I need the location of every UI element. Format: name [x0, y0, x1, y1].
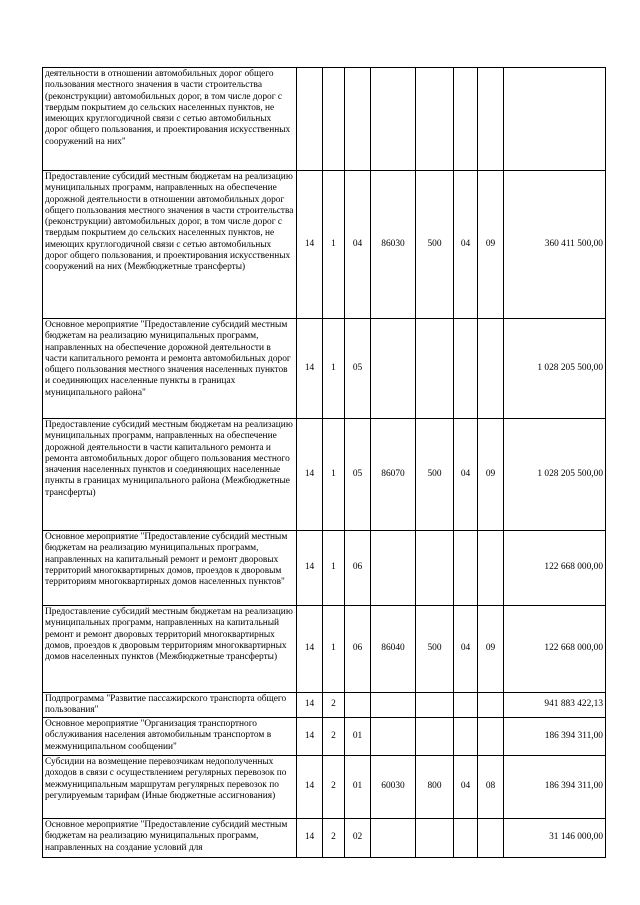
cell-sum: 360 411 500,00: [504, 171, 606, 319]
row-name: Основное мероприятие "Предоставление субсидий местным бюджетам на реализацию муниципальных программ, направленных на создание условий для: [43, 819, 297, 858]
cell-sum: 1 028 205 500,00: [504, 319, 606, 419]
cell-direction: 60030: [371, 756, 416, 819]
cell-program: 14: [297, 819, 323, 858]
cell-subprogram: 1: [323, 419, 345, 531]
cell-event: 01: [345, 718, 371, 756]
cell-event: 06: [345, 531, 371, 606]
cell-subsection: [478, 68, 504, 171]
cell-sum: 31 146 000,00: [504, 819, 606, 858]
table-row: [43, 319, 606, 419]
cell-event: [345, 68, 371, 171]
cell-sum: 1 028 205 500,00: [504, 419, 606, 531]
cell-expense-type: 500: [416, 171, 454, 319]
cell-subprogram: 1: [323, 531, 345, 606]
table-row: [43, 819, 606, 858]
cell-event: 02: [345, 819, 371, 858]
cell-direction: [371, 693, 416, 718]
cell-program: 14: [297, 693, 323, 718]
cell-section: 04: [454, 419, 478, 531]
cell-event: 01: [345, 756, 371, 819]
cell-program: 14: [297, 531, 323, 606]
cell-program: 14: [297, 718, 323, 756]
cell-subprogram: [323, 68, 345, 171]
cell-section: [454, 319, 478, 419]
cell-subprogram: 2: [323, 718, 345, 756]
cell-sum: 941 883 422,13: [504, 693, 606, 718]
cell-direction: 86030: [371, 171, 416, 319]
cell-subsection: [478, 319, 504, 419]
cell-sum: [504, 68, 606, 171]
cell-subprogram: 1: [323, 171, 345, 319]
cell-subsection: [478, 819, 504, 858]
cell-expense-type: [416, 819, 454, 858]
row-name: деятельности в отношении автомобильных дорог общего пользования местного значения в части строительства (реконструкции) автомобильных дорог, в том числе дорог с твердым покрытием до сельских населенных пунктов, не имеющих круглогодичной связи с сетью автомобильных дорог общего пользования, и проектирования искусственных сооружений на них": [43, 68, 297, 171]
cell-program: 14: [297, 419, 323, 531]
row-name: Основное мероприятие "Организация транспортного обслуживания населения автомобильным транспортом в межмуниципальном сообщении": [43, 718, 297, 756]
row-name: Предоставление субсидий местным бюджетам на реализацию муниципальных программ, направленных на капитальный ремонт и ремонт дворовых территорий многоквартирных домов, проездов к дворовым территориям многоквартирных домов населенных пунктов (Межбюджетные трансферты): [43, 606, 297, 693]
cell-program: [297, 68, 323, 171]
cell-subsection: [478, 718, 504, 756]
cell-program: 14: [297, 756, 323, 819]
cell-event: 05: [345, 419, 371, 531]
cell-section: [454, 718, 478, 756]
cell-subsection: 09: [478, 606, 504, 693]
cell-event: 06: [345, 606, 371, 693]
row-name: Предоставление субсидий местным бюджетам на реализацию муниципальных программ, направленных на обеспечение дорожной деятельности в отношении автомобильных дорог общего пользования местного значения в части строительства (реконструкции) автомобильных дорог, в том числе дорог с твердым покрытием до сельских населенных пунктов, не имеющих круглогодичной связи с сетью автомобильных дорог общего пользования, и проектирования искусственных сооружений на них (Межбюджетные трансферты): [43, 171, 297, 319]
table-row: [43, 68, 606, 171]
cell-subprogram: 2: [323, 693, 345, 718]
cell-subprogram: 1: [323, 319, 345, 419]
cell-sum: 186 394 311,00: [504, 718, 606, 756]
cell-subsection: 08: [478, 756, 504, 819]
cell-expense-type: [416, 718, 454, 756]
table-row: [43, 756, 606, 819]
cell-direction: [371, 819, 416, 858]
table-row: [43, 606, 606, 693]
cell-section: [454, 531, 478, 606]
cell-event: 05: [345, 319, 371, 419]
cell-expense-type: 800: [416, 756, 454, 819]
cell-program: 14: [297, 606, 323, 693]
cell-event: 04: [345, 171, 371, 319]
cell-sum: 186 394 311,00: [504, 756, 606, 819]
cell-subsection: [478, 693, 504, 718]
cell-program: 14: [297, 171, 323, 319]
cell-subsection: [478, 531, 504, 606]
table-row: [43, 718, 606, 756]
row-name: Основное мероприятие "Предоставление субсидий местным бюджетам на реализацию муниципальных программ, направленных на капитальный ремонт и ремонт дворовых территорий многоквартирных домов, проездов к дворовым территориям многоквартирных домов населенных пунктов": [43, 531, 297, 606]
cell-section: [454, 68, 478, 171]
cell-expense-type: [416, 693, 454, 718]
cell-section: 04: [454, 756, 478, 819]
cell-subsection: 09: [478, 419, 504, 531]
cell-direction: [371, 718, 416, 756]
table-row: [43, 531, 606, 606]
table-row: [43, 171, 606, 319]
row-name: Подпрограмма "Развитие пассажирского транспорта общего пользования": [43, 693, 297, 718]
cell-section: [454, 693, 478, 718]
cell-expense-type: [416, 68, 454, 171]
cell-subsection: 09: [478, 171, 504, 319]
table-row: [43, 693, 606, 718]
table-row: [43, 419, 606, 531]
cell-expense-type: 500: [416, 606, 454, 693]
cell-subprogram: 2: [323, 756, 345, 819]
row-name: Основное мероприятие "Предоставление субсидий местным бюджетам на реализацию муниципальных программ, направленных на обеспечение дорожной деятельности в части капитального ремонта и ремонта автомобильных дорог общего пользования местного значения населенных пунктов и соединяющих населенные пункты в границах муниципального района": [43, 319, 297, 419]
row-name: Предоставление субсидий местным бюджетам на реализацию муниципальных программ, направленных на обеспечение дорожной деятельности в части капитального ремонта и ремонта автомобильных дорог общего пользования местного значения населенных пунктов и соединяющих населенные пункты в границах муниципального района (Межбюджетные трансферты): [43, 419, 297, 531]
cell-direction: 86040: [371, 606, 416, 693]
cell-subprogram: 1: [323, 606, 345, 693]
cell-sum: 122 668 000,00: [504, 531, 606, 606]
row-name: Субсидии на возмещение перевозчикам недополученных доходов в связи с осуществлением регулярных перевозок по межмуниципальным маршрутам регулярных перевозок по регулируемым тарифам (Иные бюджетные ассигнования): [43, 756, 297, 819]
budget-table: [42, 67, 606, 858]
cell-direction: [371, 68, 416, 171]
cell-section: 04: [454, 171, 478, 319]
cell-direction: 86070: [371, 419, 416, 531]
cell-section: 04: [454, 606, 478, 693]
cell-section: [454, 819, 478, 858]
cell-sum: 122 668 000,00: [504, 606, 606, 693]
cell-direction: [371, 531, 416, 606]
cell-event: [345, 693, 371, 718]
cell-direction: [371, 319, 416, 419]
cell-program: 14: [297, 319, 323, 419]
cell-expense-type: [416, 319, 454, 419]
cell-expense-type: [416, 531, 454, 606]
cell-expense-type: 500: [416, 419, 454, 531]
cell-subprogram: 2: [323, 819, 345, 858]
